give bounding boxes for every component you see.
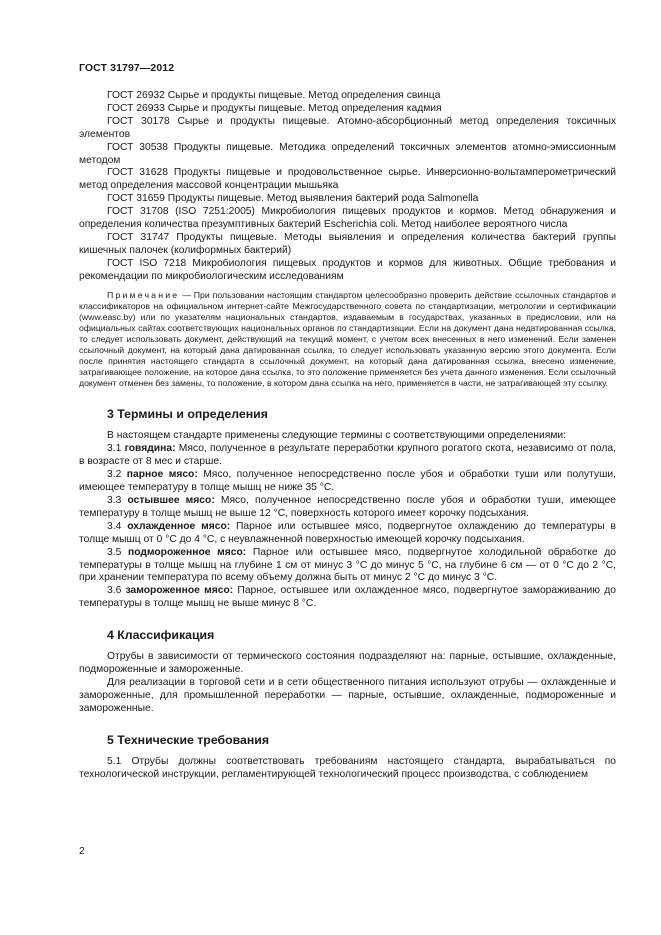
term-number: 3.4 xyxy=(107,520,122,532)
reference-item: ГОСТ 26933 Сырье и продукты пищевые. Метод определения кадмия xyxy=(107,102,442,114)
term-text: Мясо, полученное непосредственно после убоя и обработки туши, имеющее температуру в толще мышц не выше 12 °С, поверхность которого имеет корочку подсыхания. xyxy=(79,494,616,519)
note-text: — При пользовании настоящим стандартом целесообразно проверить действие ссылочных стандартов и классификаторов на официальном интернет-сайте Межгосударственного совета по стандартизации, метрологии и сертификации (www.easc.by) или по указателям национальных стандартов, издаваемым в государствах, указанных в предисловии, или на официальных сайтах соответствующих национальных органов по стандартизации. Если на документ дана недатированная ссылка, то следует использовать документ, действующий на текущий момент, с учетом всех внесенных в него изменений. Если заменен ссылочный документ, на который дана датированная ссылка, то следует использовать указанную версию этого документа. Если после принятия настоящего стандарта в ссылочный документ, на который дана датированная ссылка, внесено изменение, затрагивающее положение, на которое дана ссылка, то это положение применяется без учета данного изменения. Если ссылочный документ отменен без замены, то положение, в котором дана ссылка на него, применяется в части, не затрагивающей эту ссылку. xyxy=(79,289,616,389)
reference-item: ГОСТ ISO 7218 Микробиология пищевых продуктов и кормов для животных. Общие требования и рекомендации по микробиологическим исследованиям xyxy=(79,257,616,282)
reference-item: ГОСТ 30178 Сырье и продукты пищевые. Атомно-абсорбционный метод определения токсичных элементов xyxy=(79,115,616,140)
term-number: 3.3 xyxy=(107,494,122,506)
term-text: Мясо, полученное непосредственно после убоя и обработки туши или полутуши, имеющее температуру в толще мышц не ниже 35 °С. xyxy=(79,469,616,494)
term-definition xyxy=(79,585,616,611)
term-definition xyxy=(79,495,616,521)
reference-item: ГОСТ 31747 Продукты пищевые. Методы выявления и определения количества бактерий группы кишечных палочек (колиформных бактерий) xyxy=(79,231,616,256)
term-name: охлажденное мясо: xyxy=(127,520,231,532)
section-4-paragraph: Отрубы в зависимости от термического состояния подразделяют на: парные, остывшие, охлажденные, подмороженные и замороженные. xyxy=(79,651,616,676)
reference-note xyxy=(79,290,616,390)
term-text: Парное или остывшее мясо, подвергнутое холодильной обработке до температуры в толще мышц на глубине 1 см от минус 3 °С до минус 5 °С, на глубине 6 см — от 0 °С до 2 °С, при хранении температура по всему объему должна быть от минус 2 °С до минус 3 °С. xyxy=(79,546,616,584)
section-3-intro: В настоящем стандарте применены следующие термины с соответствующими определениями: xyxy=(107,430,567,442)
term-name: замороженное мясо: xyxy=(125,585,234,597)
term-name: подмороженное мясо: xyxy=(128,546,247,558)
section-5-paragraph: 5.1 Отрубы должны соответствовать требованиям настоящего стандарта, вырабатываться по технологической инструкции, регламентирующей технологический процесс производства, с соблюдением xyxy=(79,755,616,780)
term-definition xyxy=(79,521,616,547)
references-list xyxy=(79,90,616,284)
reference-item: ГОСТ 26932 Сырье и продукты пищевые. Метод определения свинца xyxy=(107,90,441,101)
note-label: Примечание xyxy=(107,289,180,300)
term-name: остывшее мясо: xyxy=(127,494,215,506)
section-4-heading: 4 Классификация xyxy=(107,628,215,643)
page-content xyxy=(79,90,616,781)
term-number: 3.6 xyxy=(107,585,122,597)
section-3-heading: 3 Термины и определения xyxy=(107,407,268,422)
term-definition xyxy=(79,469,616,495)
term-text: Парное, остывшее или охлажденное мясо, подвергнутое замораживанию до температуры в толще мышц не выше минус 8 °С. xyxy=(79,585,616,610)
term-name: говядина: xyxy=(124,443,176,455)
term-definition xyxy=(79,443,616,469)
reference-item: ГОСТ 31628 Продукты пищевые и продовольственное сырье. Инверсионно-вольтамперометрический метод определения массовой концентрации мышьяка xyxy=(79,167,616,192)
reference-item: ГОСТ 31708 (ISO 7251:2005) Микробиология пищевых продуктов и кормов. Метод обнаружения и определения количества презумптивных бактерий Escherichia coli. Метод наиболее вероятного числа xyxy=(79,206,616,231)
term-number: 3.2 xyxy=(107,469,122,481)
term-number: 3.1 xyxy=(107,443,122,455)
term-name: парное мясо: xyxy=(126,469,198,481)
term-text: Мясо, полученное в результате переработки крупного рогатого скота, независимо от пола, в возрасте от 8 мес и старше. xyxy=(79,443,616,468)
term-number: 3.5 xyxy=(107,546,122,558)
page-number: 2 xyxy=(79,845,85,857)
document-header-id: ГОСТ 31797—2012 xyxy=(79,62,175,74)
section-4-paragraph: Для реализации в торговой сети и в сети общественного питания используют отрубы — охлажденные и замороженные, для промышленной переработки — парные, остывшие, охлажденные, подмороженные и замороженные. xyxy=(79,676,616,714)
term-text: Парное или остывшее мясо, подвергнутое охлаждению до температуры в толще мышц от 0 °С до 4 °С, с неувлажненной поверхностью имеющей корочку подсыхания. xyxy=(79,520,616,545)
reference-item: ГОСТ 31659 Продукты пищевые. Метод выявления бактерий рода Salmonella xyxy=(107,193,479,205)
section-5-heading: 5 Технические требования xyxy=(107,732,269,747)
term-definition xyxy=(79,547,616,586)
reference-item: ГОСТ 30538 Продукты пищевые. Методика определений токсичных элементов атомно-эмиссионным методом xyxy=(79,141,616,166)
